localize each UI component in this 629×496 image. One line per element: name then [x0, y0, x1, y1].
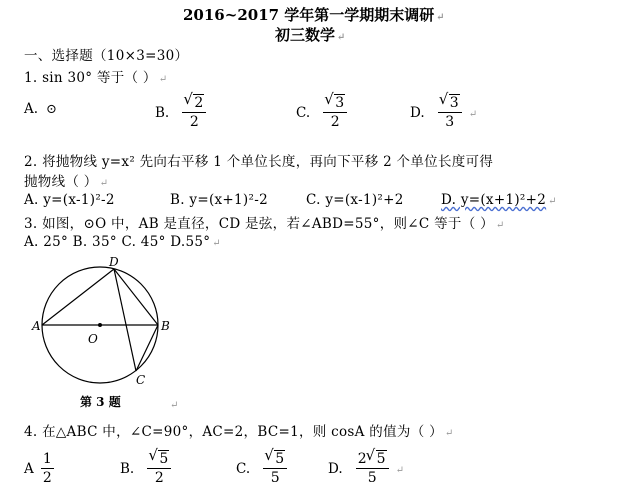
paragraph-mark-icon: ↵ — [395, 465, 405, 476]
sqrt-icon: √ 5 — [265, 451, 285, 467]
section-heading: 一、选择题（10×3=30） — [24, 48, 189, 64]
title-line-2: 初三数学 — [275, 26, 336, 44]
q4-stem: 4. 在△ABC 中，∠C=90°，AC=2，BC=1，则 cosA 的值为（ ） ↵ — [24, 424, 454, 440]
doc-title — [183, 4, 445, 25]
q1-option-b: B. √ $\frac{2}{2}$ — [155, 96, 206, 129]
q1-stem: 1. sin 30° 等于（ ） ↵ — [24, 70, 168, 86]
sqrt-icon: √ 5 — [149, 451, 169, 467]
fraction: √ $\frac{3}{3}$ — [438, 96, 462, 129]
label-a: A — [32, 319, 41, 333]
q2-option-a: A. y=(x-1)²-2 — [24, 192, 115, 208]
fraction: $\frac{1}{2}$ — [42, 451, 52, 486]
paragraph-mark-icon: ↵ — [444, 428, 454, 439]
q2-option-c: C. y=(x-1)²+2 — [306, 192, 404, 208]
q1-option-d: D. √ $\frac{3}{3}$ ↵ — [410, 96, 477, 129]
sqrt-icon: √ 2 — [184, 95, 204, 111]
chord-dc — [114, 269, 136, 371]
sqrt-icon: √ 3 — [325, 95, 345, 111]
sqrt-icon: √ 3 — [440, 95, 460, 111]
paragraph-mark-icon: ↵ — [468, 109, 478, 120]
q4-option-b: B. √ $\frac{5}{2}$ — [120, 452, 171, 485]
q2-stem-line2: 抛物线（ ） ↵ — [24, 174, 109, 190]
q4-option-d: D. $\frac{2√ 5}{5}$ ↵ — [328, 452, 404, 485]
paragraph-mark-icon: ↵ — [548, 196, 557, 207]
fraction: $\frac{2√ 5}{5}$ — [356, 452, 389, 485]
fraction: √ $\frac{5}{2}$ — [147, 452, 171, 485]
paragraph-mark-icon: ↵ — [495, 220, 505, 231]
q2-option-d: D. y=(x+1)²+2 ↵ — [441, 192, 557, 208]
q2-option-b: B. y=(x+1)²-2 — [170, 192, 268, 208]
paragraph-mark-icon: ↵ — [212, 238, 221, 249]
q2-stem-line1: 2. 将抛物线 y=x² 先向右平移 1 个单位长度，再向下平移 2 个单位长度可得 — [24, 154, 494, 170]
title-line-1: 2016~2017 学年第一学期期末调研 — [183, 6, 435, 24]
paragraph-mark-icon: ↵ — [436, 12, 445, 23]
fraction: √ $\frac{2}{2}$ — [182, 96, 206, 129]
q4-option-c: C. √ $\frac{5}{5}$ — [236, 452, 287, 485]
chord-ad — [42, 269, 114, 325]
q1-option-a: A. ⊙ — [24, 100, 57, 117]
label-b: B — [161, 319, 170, 333]
figure-caption: 第 3 题 — [80, 395, 121, 409]
center-point — [98, 323, 102, 327]
paragraph-mark-icon: ↵ — [170, 400, 179, 411]
fraction: √ $\frac{3}{2}$ — [323, 96, 347, 129]
paragraph-mark-icon: ↵ — [99, 178, 109, 189]
label-d: D — [109, 255, 119, 269]
paragraph-mark-icon: ↵ — [158, 74, 168, 85]
doc-subtitle — [275, 24, 345, 45]
label-o: O — [88, 332, 98, 346]
q3-stem: 3. 如图，⊙O 中，AB 是直径，CD 是弦，若∠ABD=55°，则∠C 等于（ ） ↵ — [24, 216, 505, 232]
q4-option-a: A $\frac{1}{2}$ — [24, 451, 52, 486]
fraction: √ $\frac{5}{5}$ — [263, 452, 287, 485]
circle-dot-icon: ⊙ — [46, 102, 57, 117]
q1-option-c: C. √ $\frac{3}{2}$ — [296, 96, 347, 129]
q3-options: A. 25° B. 35° C. 45° D.55° ↵ — [24, 234, 221, 250]
paragraph-mark-icon: ↵ — [337, 32, 346, 43]
q3-figure — [24, 254, 184, 414]
label-c: C — [136, 373, 146, 387]
sqrt-icon: √ 5 — [367, 451, 387, 467]
chord-bc — [136, 325, 158, 371]
